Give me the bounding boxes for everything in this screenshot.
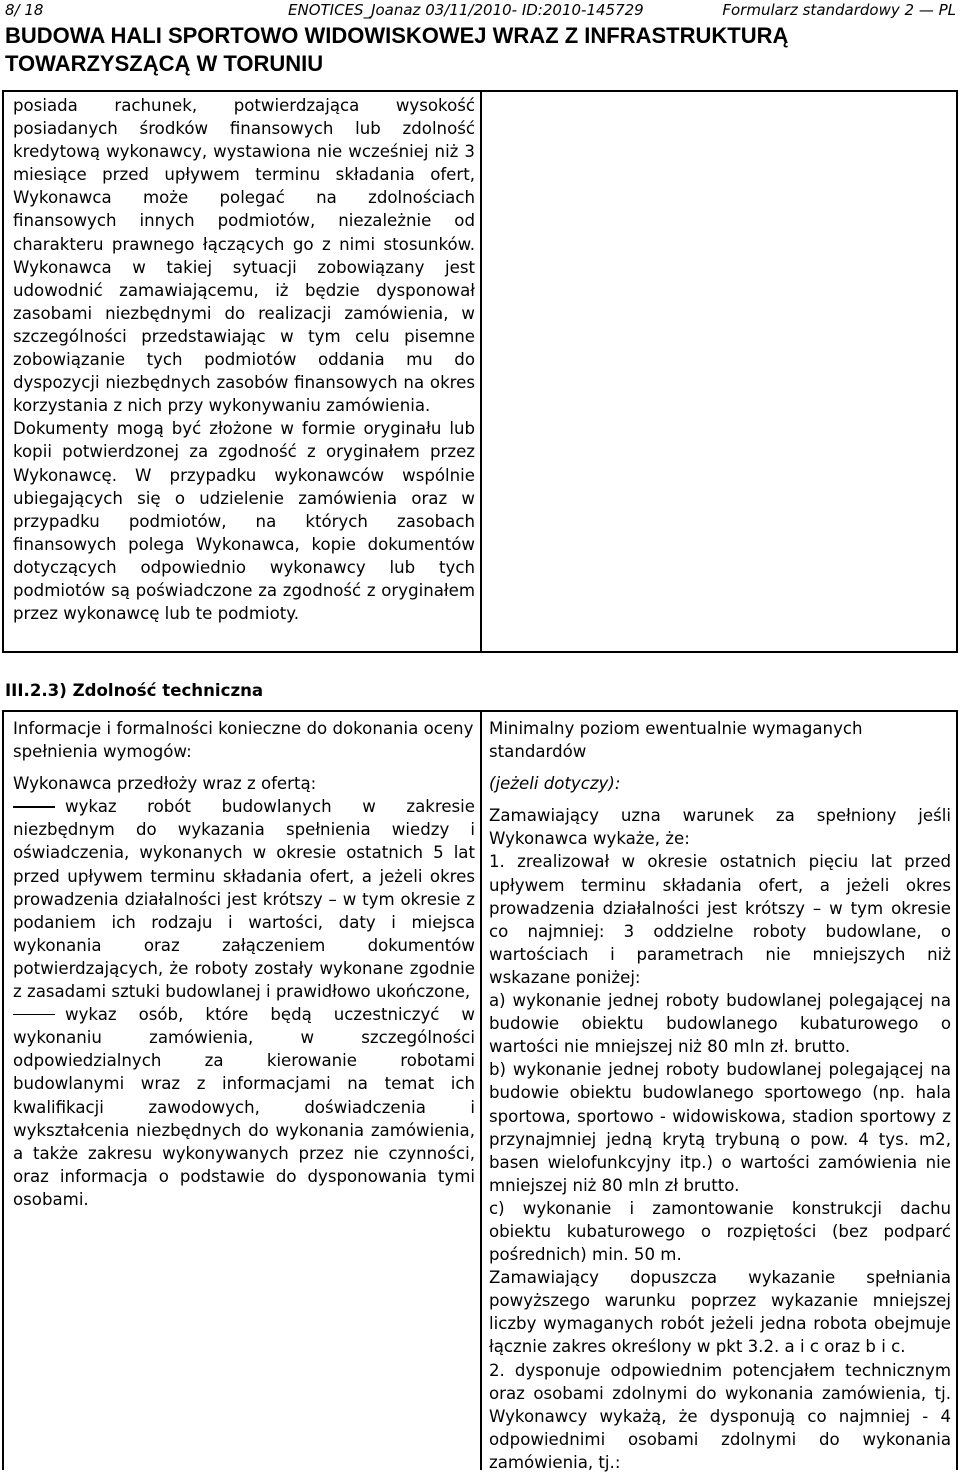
works-list-text: wykaz robót budowlanych w zakresie niezbędnym do wykazania spełnienia wiedzy i oświadczenia, wykonanych w okresie ostatnich 5 lat przed upływem terminu składania ofert, a jeżeli okres prowadzenia działalności jest krótszy – w tym okresie z podaniem ich rodzaju i wartości, daty i miejsca wykonania oraz załączeniem dokumentów potwierdzających, że roboty zostały wykonane zgodnie z zasadami sztuki budowlanej i prawidłowo ukończone, [13, 797, 475, 1002]
dash-icon [13, 1014, 55, 1016]
standards-paragraph-a: a) wykonanie jednej roboty budowlanej polegającej na budowie obiektu budowlanego kubaturowego o wartości nie mniejszej niż 80 mln zł. brutto. [489, 991, 951, 1057]
technical-capacity-table [2, 710, 958, 1470]
requirement-item-persons-list [13, 1003, 475, 1211]
form-name: Formularz standardowy 2 — PL [722, 1, 956, 19]
document-title-line1: BUDOWA HALI SPORTOWO WIDOWISKOWEJ WRAZ Z INFRASTRUKTURĄ [5, 23, 789, 48]
standards-paragraph-intro: Zamawiający uzna warunek za spełniony jeśli Wykonawca wykaże, że: [489, 806, 951, 849]
financial-requirements-cell [13, 94, 475, 625]
minimum-standards-cell [489, 717, 951, 1474]
requirement-item-works-list [13, 795, 475, 1003]
financial-capacity-table [2, 90, 958, 653]
financial-paragraph-2: Dokumenty mogą być złożone w formie oryginału lub kopii potwierdzonej za zgodność z oryginałem przez Wykonawcę. W przypadku wykonawców wspólnie ubiegających się o udzielenie zamówienia oraz w przypadku podmiotów, na których zasobach finansowych polega Wykonawca, kopie dokumentów dotyczących odpowiednio wykonawcy lub tych podmiotów są poświadczone za zgodność z oryginałem przez wykonawcę lub te podmioty. [13, 419, 475, 624]
standards-paragraph-2: 2. dysponuje odpowiednim potencjałem technicznym oraz osobami zdolnymi do wykonania zamówienia, tj. Wykonawcy wykażą, że dysponują co najmniej - 4 odpowiednimi osobami zdolnymi do wykonania zamówienia, tj.: [489, 1360, 951, 1472]
persons-list-text: wykaz osób, które będą uczestniczyć w wykonaniu zamówienia, w szczególności odpowiedzialnych za kierowanie robotami budowlanymi wraz z informacjami na temat ich kwalifikacji zawodowych, doświadczenia i wykształcenia niezbędnych do wykonania zamówienia, a także zakresu wykonywanych przez nie czynności, oraz informacja o podstawie do dysponowania tymi osobami. [13, 1005, 475, 1209]
right-column-heading: Minimalny poziom ewentualnie wymaganych standardów [489, 719, 863, 762]
notice-reference: ENOTICES_Joanaz 03/11/2010- ID:2010-145729 [288, 1, 644, 19]
standards-paragraph-allowance: Zamawiający dopuszcza wykazanie spełniania powyższego warunku poprzez wykazanie mniejszej liczby wymaganych robót jeżeli jedna robota obejmuje łącznie zakres określony w pkt 3.2. a i c oraz b i c. [489, 1268, 951, 1357]
right-column-subheading: (jeżeli dotyczy): [489, 774, 621, 794]
page-header [0, 0, 960, 20]
left-intro: Wykonawca przedłoży wraz z ofertą: [13, 774, 317, 794]
dash-icon [13, 806, 55, 808]
section-title: III.2.3) Zdolność techniczna [5, 681, 264, 700]
document-title-line2: TOWARZYSZĄCĄ W TORUNIU [5, 51, 324, 76]
standards-paragraph-c: c) wykonanie i zamontowanie konstrukcji dachu obiektu kubaturowego o rozpiętości (bez podparć pośrednich) min. 50 m. [489, 1198, 951, 1265]
page-number: 8/ 18 [5, 1, 44, 19]
technical-info-cell [13, 717, 475, 1211]
column-divider [480, 92, 482, 651]
left-column-heading: Informacje i formalności konieczne do dokonania oceny spełnienia wymogów: [13, 719, 474, 762]
standards-paragraph-1: 1. zrealizował w okresie ostatnich pięciu lat przed upływem terminu składania ofert, a jeżeli okres prowadzenia działalności jest krótszy – w tym okresie co najmniej: 3 oddzielne roboty budowlane, o wartościach i parametrach nie mniejszych niż wskazane poniżej: [489, 852, 951, 987]
column-divider [480, 712, 482, 1470]
standards-paragraph-b: b) wykonanie jednej roboty budowlanej polegającej na budowie obiektu budowlanego sportowego (np. hala sportowa, sportowo - widowiskowa, stadion sportowy z przynajmniej jedną krytą trybuną o pow. 4 tys. m2, basen wielofunkcyjny itp.) o wartości zamówienia nie mniejszej niż 80 mln zł brutto. [489, 1060, 951, 1195]
financial-paragraph-1: posiada rachunek, potwierdzająca wysokość posiadanych środków finansowych lub zdolność kredytową wykonawcy, wystawiona nie wcześniej niż 3 miesiące przed upływem terminu składania ofert, Wykonawca może polegać na zdolnościach finansowych innych podmiotów, niezależnie od charakteru prawnego łączących go z nimi stosunków. Wykonawca w takiej sytuacji zobowiązany jest udowodnić zamawiającemu, iż będzie dysponował zasobami niezbędnymi do realizacji zamówienia, w szczególności przedstawiając w tym celu pisemne zobowiązanie tych podmiotów oddania mu do dyspozycji niezbędnych zasobów finansowych na okres korzystania z nich przy wykonywaniu zamówienia. [13, 96, 475, 416]
